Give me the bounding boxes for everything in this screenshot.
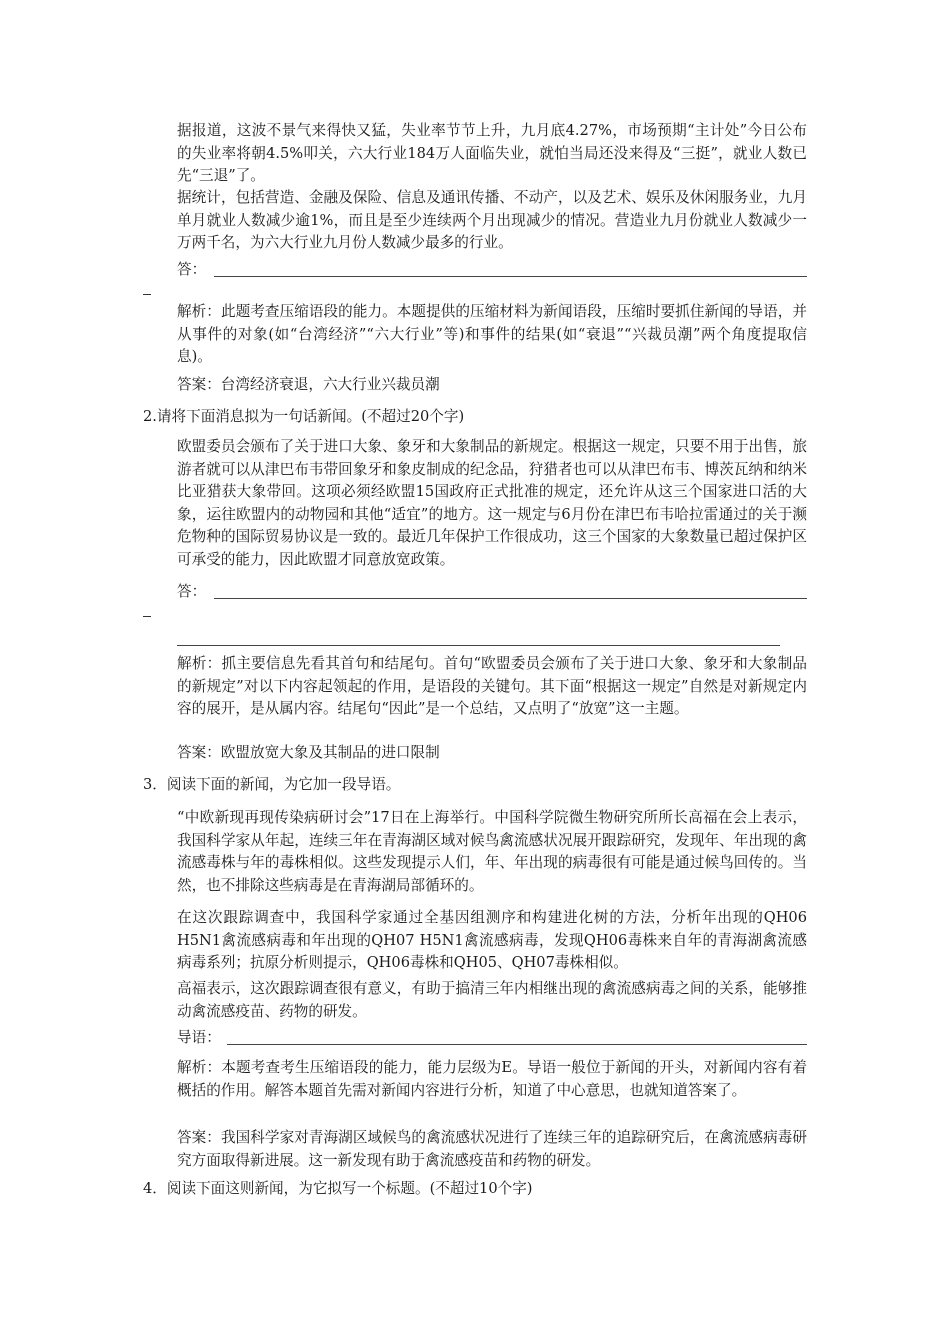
news-paragraph: 据统计，包括营造、金融及保险、信息及通讯传播、不动产，以及艺术、娱乐及休闲服务业，九月单月就业人数减少逾1%，而且是至少连续两个月出现减少的情况。营造业九月份就业人数减少一万两千名，为六大行业九月份人数减少最多的行业。 xyxy=(177,189,807,251)
news-paragraph: 据报道，这波不景气来得快又猛，失业率节节上升，九月底4.27%，市场预期“主计处”今日公布的失业率将朝4.5%叩关，六大行业184万人面临失业，就怕当局还没来得及“三挺”，就业人数已先“三退”了。 xyxy=(177,122,807,184)
answer-rule xyxy=(214,598,807,599)
news-paragraph: “中欧新现再现传染病研讨会”17日在上海举行。中国科学院微生物研究所所长高福在会上表示，我国科学家从年起，连续三年在青海湖区域对候鸟禽流感状况展开跟踪研究，发现年、年出现的禽流感毒株与年的毒株相似。这些发现提示人们，年、年出现的病毒很有可能是通过候鸟回传的。当然，也不排除这些病毒是在青海湖局部循环的。 xyxy=(177,809,807,894)
news-paragraph: 高福表示，这次跟踪调查很有意义，有助于搞清三年内相继出现的禽流感病毒之间的关系，能够推动禽流感疫苗、药物的研发。 xyxy=(177,980,807,1020)
answer-paragraph: 答案：台湾经济衰退，六大行业兴裁员潮 xyxy=(177,376,440,393)
analysis-paragraph: 解析：本题考查考生压缩语段的能力，能力层级为E。导语一般位于新闻的开头，对新闻内容有着概括的作用。解答本题首先需对新闻内容进行分析，知道了中心意思，也就知道答案了。 xyxy=(177,1059,807,1099)
answer-rule xyxy=(214,276,807,277)
news-paragraph: 欧盟委员会颁布了关于进口大象、象牙和大象制品的新规定。根据这一规定，只要不用于出售，旅游者就可以从津巴布韦带回象牙和象皮制成的纪念品，狩猎者也可以从津巴布韦、博茨瓦纳和纳米比亚猎获大象带回。这项必须经欧盟15国政府正式批准的规定，还允许从这三个国家进口活的大象，运往欧盟内的动物园和其他“适宜”的地方。这一规定与6月份在津巴布韦哈拉雷通过的关于濒危物种的国际贸易协议是一致的。最近几年保护工作很成功，这三个国家的大象数量已超过保护区可承受的能力，因此欧盟才同意放宽政策。 xyxy=(177,438,807,568)
analysis-paragraph: 解析：抓主要信息先看其首句和结尾句。首句“欧盟委员会颁布了关于进口大象、象牙和大象制品的新规定”对以下内容起领起的作用，是语段的关键句。其下面“根据这一规定”自然是对新规定内容的展开，是从属内容。结尾句“因此”是一个总结，又点明了“放宽”这一主题。 xyxy=(177,655,807,717)
answer-line[interactable] xyxy=(177,259,807,281)
guide-line[interactable] xyxy=(177,1027,807,1049)
continuation-dash xyxy=(143,616,151,617)
guide-rule xyxy=(227,1044,807,1045)
answer-label: 答： xyxy=(177,261,207,278)
answer-rule[interactable] xyxy=(177,645,780,646)
question-2: 2.请将下面消息拟为一句话新闻。(不超过20个字) xyxy=(143,408,465,425)
question-4: 4．阅读下面这则新闻，为它拟写一个标题。(不超过10个字) xyxy=(143,1180,533,1197)
answer-line[interactable] xyxy=(177,581,807,603)
answer-paragraph: 答案：欧盟放宽大象及其制品的进口限制 xyxy=(177,744,440,761)
continuation-dash xyxy=(143,294,151,295)
answer-label: 答： xyxy=(177,583,207,600)
answer-paragraph: 答案：我国科学家对青海湖区域候鸟的禽流感状况进行了连续三年的追踪研究后，在禽流感病毒研究方面取得新进展。这一新发现有助于禽流感疫苗和药物的研发。 xyxy=(177,1129,807,1169)
news-paragraph: 在这次跟踪调查中，我国科学家通过全基因组测序和构建进化树的方法，分析年出现的QH06 H5N1禽流感病毒和年出现的QH07 H5N1禽流感病毒，发现QH06毒株来自年的青海湖禽流感病毒系列；抗原分析则提示，QH06毒株和QH05、QH07毒株相似。 xyxy=(177,909,807,971)
guide-label: 导语： xyxy=(177,1029,221,1046)
analysis-paragraph: 解析：此题考查压缩语段的能力。本题提供的压缩材料为新闻语段，压缩时要抓住新闻的导语，并从事件的对象(如“台湾经济”“六大行业”等)和事件的结果(如“衰退”“兴裁员潮”两个角度提取信息)。 xyxy=(177,303,807,365)
question-3: 3．阅读下面的新闻，为它加一段导语。 xyxy=(143,776,401,793)
